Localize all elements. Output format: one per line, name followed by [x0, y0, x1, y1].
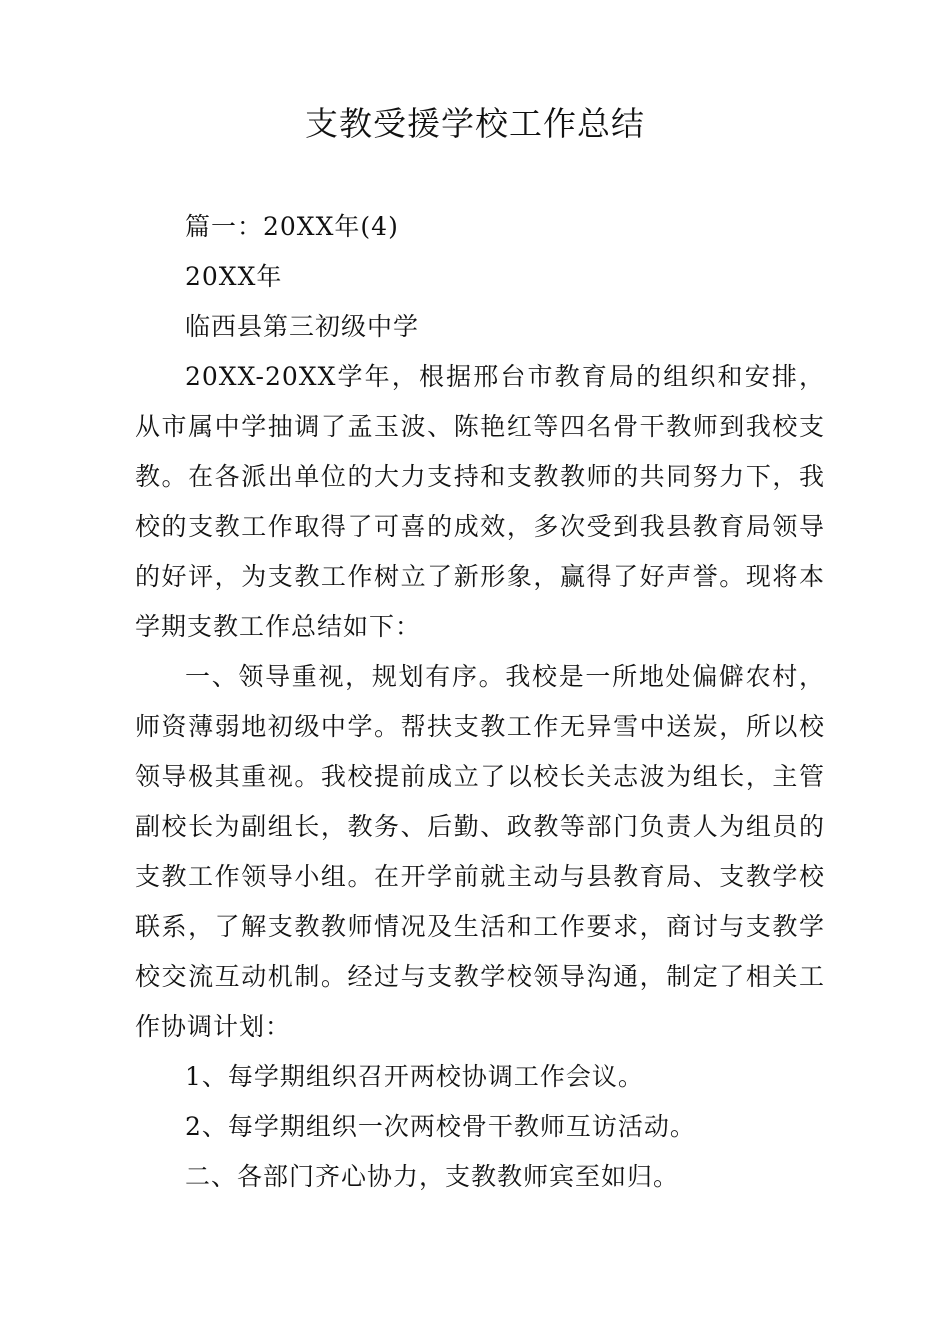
leadership-paragraph: 一、领导重视，规划有序。我校是一所地处偏僻农村，师资薄弱地初级中学。帮扶支教工作无异雪中送炭，所以校领导极其重视。我校提前成立了以校长关志波为组长，主管副校长为副组长，教务、后勤、政教等部门负责人为组员的支教工作领导小组。在开学前就主动与县教育局、支教学校联系，了解支教教师情况及生活和工作要求，商讨与支教学校交流互动机制。经过与支教学校领导沟通，制定了相关工作协调计划： [135, 662, 825, 1041]
list-item-meeting: 1、每学期组织召开两校协调工作会议。 [185, 1062, 644, 1091]
list-item-visit: 2、每学期组织一次两校骨干教师互访活动。 [185, 1112, 696, 1141]
section-two-heading: 二、各部门齐心协力，支教教师宾至如归。 [185, 1162, 680, 1191]
date-line: 20XX年 [185, 262, 283, 291]
document-body [135, 202, 825, 1202]
intro-paragraph: 20XX-20XX学年，根据邢台市教育局的组织和安排，从市属中学抽调了孟玉波、陈艳红等四名骨干教师到我校支教。在各派出单位的大力支持和支教教师的共同努力下，我校的支教工作取得了可喜的成效，多次受到我县教育局领导的好评，为支教工作树立了新形象，赢得了好声誉。现将本学期支教工作总结如下： [135, 362, 825, 641]
school-name: 临西县第三初级中学 [185, 312, 420, 341]
section-heading: 篇一：20XX年(4) [185, 212, 399, 241]
document-title: 支教受援学校工作总结 [305, 104, 645, 143]
